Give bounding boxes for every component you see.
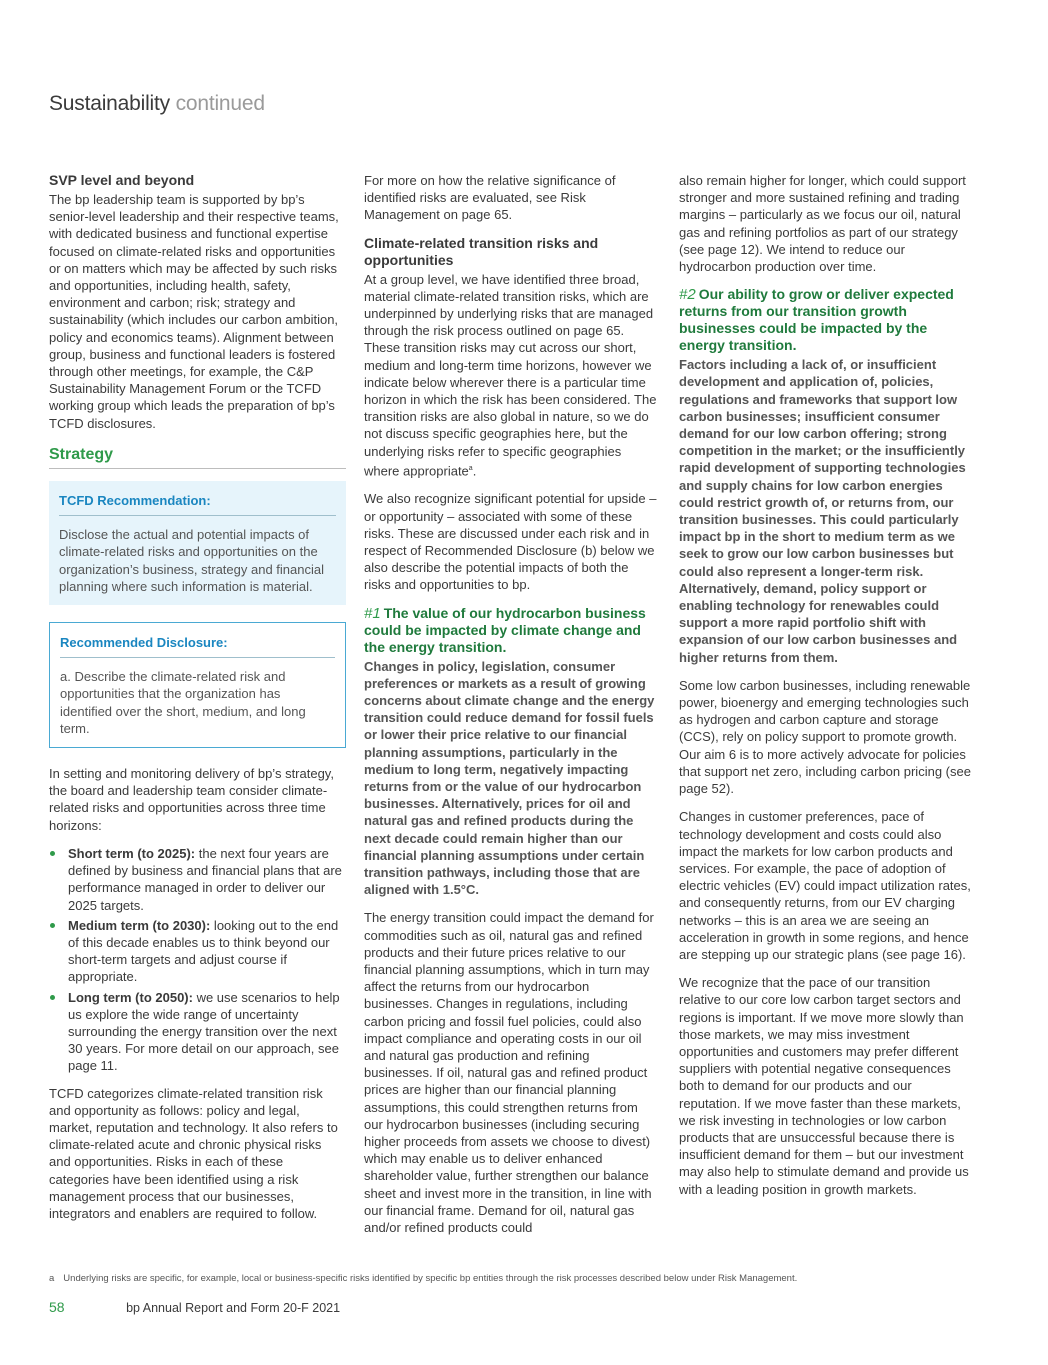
risk-1-number: #1 <box>364 604 381 622</box>
low-carbon-policy-paragraph: Some low carbon businesses, including renewable power, bioenergy and emerging technologies such as hydrogen and carbon capture and storage (CCS), rely on policy support to promote growth. Our aim 6 is to more actively advocate for policies that support net zero, including carbon pricing (see page 52). <box>679 677 971 797</box>
list-item <box>49 917 346 986</box>
time-horizons-list <box>49 845 346 1075</box>
transition-risks-body: At a group level, we have identified three broad, material climate-related transition risks, which are underpinned by underlying risks that are managed through the risk process outlined on page 65. These transition risks may cut across our short, medium and long-term time horizons, however we indicate below wherever there is a particular time horizon in which the risk has been considered. The transition risks are also global in nature, so we do not discuss specific geographies here, but the underlying risks refer to specific geographies where appropriate$^a$. <box>364 271 657 479</box>
transition-risks-heading: Climate-related transition risks and opportunities <box>364 234 599 268</box>
strategy-heading: Strategy <box>49 446 346 469</box>
risk-2-lead: Factors including a lack of, or insufficient development and application of, policies, regulations and frameworks that support low carbon businesses; insufficient consumer demand for our low carbon offering; strong competition in the market; or the insufficiently rapid development of supporting technologies and supply chains for low carbon energies could restrict growth of, or returns from, our transition businesses. This could particularly impact bp in the short to medium term as we seek to grow our low carbon businesses but could also represent a longer-term risk. Alternatively, demand, policy support or enabling technology for renewables could support a more rapid portfolio shift with expansion of our low carbon businesses and higher returns from them. <box>679 357 966 665</box>
list-item <box>49 845 346 914</box>
column-right <box>679 172 975 1209</box>
svp-heading: SVP level and beyond <box>49 172 195 188</box>
tcfd-categories-paragraph: TCFD categorizes climate-related transition risk and opportunity as follows: policy and legal, market, reputation and technology. It also refers to climate-related acute and chronic physical risks and opportunities. Risks in each of these categories have been identified using a risk management process that our businesses, integrators and enablers are required to follow. <box>49 1085 338 1221</box>
recommended-disclosure-body: a. Describe the climate-related risk and opportunities that the organization has identified over the short, medium, and long term. <box>60 669 306 736</box>
tcfd-recommendation-title: TCFD Recommendation: <box>59 492 336 516</box>
risk-1-lead: Changes in policy, legislation, consumer preferences or markets as a result of growing concerns about climate change and the energy transition could reduce demand for fossil fuels or lower their price relative to our financial planning assumptions, particularly in the medium to long term, negatively impacting returns from or the value of our hydrocarbon businesses. Alternatively, prices for oil and natural gas and refined products during the next decade could remain higher than our financial planning assumptions under certain transition pathways, including those that are aligned with 1.5°C. <box>364 658 655 898</box>
upside-paragraph: We also recognize significant potential for upside – or opportunity – associated with some of these risks. These are discussed under each risk and in respect of Recommended Disclosure (b) below we also describe the potential impacts of both the risks and opportunities to bp. <box>364 491 657 593</box>
page-title: Sustainability <box>49 92 170 115</box>
column-left <box>49 172 346 1233</box>
risk-2-number: #2 <box>679 286 696 304</box>
tcfd-recommendation-box <box>49 481 346 605</box>
risk-2-title: Our ability to grow or deliver expected returns from our transition growth businesses could be impacted by the energy transition. <box>679 286 954 354</box>
risk-1-continued: also remain higher for longer, which could support stronger and more sustained refining and trading margins – particularly as we focus our oil, natural gas and refining portfolios as part of our strategy (see page 12). We intend to reduce our hydrocarbon production over time. <box>679 173 966 275</box>
svp-body: The bp leadership team is supported by bp’s senior-level leadership and their respective teams, with dedicated business and functional expertise focused on climate-related risks and opportunities or on matters which may be affected by such risks and opportunities, including health, safety, environment and carbon; risk; strategy and sustainability (which includes our carbon ambition, policy and economics teams). Alignment between group, business and functional leaders is fostered through other meetings, for example, the C&P Sustainability Management Forum or the TCFD working group which leads the preparation of bp’s TCFD disclosures. <box>49 192 339 431</box>
transition-pace-paragraph: We recognize that the pace of our transition relative to our core low carbon target sectors and regions is important. If we move more slowly than those markets, we may miss investment opportunities and customers may prefer different suppliers with potential negative consequences both to demand for our products and our reputation. If we move faster than these markets, we risk investing in technologies or low carbon products that are unsuccessful because there is insufficient demand for them – but our investment may also help to stimulate demand and provide us with a leading position in growth markets. <box>679 975 969 1197</box>
risk-1-title: The value of our hydrocarbon business could be impacted by climate change and the energy transition. <box>364 604 646 655</box>
page-number: 58 <box>49 1299 65 1315</box>
customer-preferences-paragraph: Changes in customer preferences, pace of technology development and costs could also impact the markets for low carbon products and services. For example, the pace of adoption of electric vehicles (EV) could impact utilization rates, and consequently returns, from our EV charging networks – this is an area we are seeing an acceleration in growth in some regions, and hence are stepping up our strategic plans (see page 16). <box>679 809 971 962</box>
bullet-text: we use scenarios to help us explore the wide range of uncertainty surrounding the energy transition over the next 30 years. For more detail on our approach, see page 11. <box>68 989 340 1074</box>
bullet-text: looking out to the end of this decade enables us to think beyond our short-term targets and adjust course if appropriate. <box>68 917 339 985</box>
list-item <box>49 989 346 1075</box>
footnote-mark: a <box>49 1273 55 1284</box>
risk-1-body: The energy transition could impact the demand for commodities such as oil, natural gas and refined products and their future prices relative to our financial planning assumptions, which in turn may affect the returns from our hydrocarbon businesses. Changes in regulations, including carbon pricing and fossil fuel policies, could also impact compliance and operating costs in our oil and natural gas production and refining businesses. If oil, natural gas and refined product prices are higher than our financial planning assumptions, this could strengthen returns from our hydrocarbon businesses (including securing higher proceeds from assets we choose to divest) which may enable us to deliver enhanced shareholder value, further strengthen our balance sheet and invest more in the transition, in line with our financial frame. Demand for oil, natural gas and/or refined products could <box>364 910 654 1236</box>
page-header <box>49 92 265 116</box>
page-title-continued: continued <box>175 92 265 115</box>
tcfd-recommendation-body: Disclose the actual and potential impacts of climate-related risks and opportunities on the organization’s business, strategy and financial planning where such information is material. <box>59 527 324 594</box>
time-horizons-intro: In setting and monitoring delivery of bp’s strategy, the board and leadership team consider climate-related risks and opportunities across three time horizons: <box>49 766 334 833</box>
footnote-marker: a <box>468 464 473 472</box>
bullet-term: Long term (to 2050): <box>68 989 193 1005</box>
bullet-text: the next four years are defined by business and financial plans that are performance managed in order to deliver our 2025 targets. <box>68 845 342 913</box>
recommended-disclosure-title: Recommended Disclosure: <box>60 634 335 658</box>
page-footer <box>49 1299 340 1315</box>
bullet-term: Short term (to 2025): <box>68 845 196 861</box>
risk-management-reference: For more on how the relative significance of identified risks are evaluated, see Risk Management on page 65. <box>364 173 616 223</box>
report-title: bp Annual Report and Form 20-F 2021 <box>126 1301 341 1315</box>
footnote-text: Underlying risks are specific, for example, local or business-specific risks identified by specific bp entities through the risk processes described below under Risk Management. <box>63 1273 798 1284</box>
recommended-disclosure-box <box>49 622 346 748</box>
risk-2-heading <box>679 286 975 354</box>
footnote <box>49 1273 999 1284</box>
column-middle <box>364 172 658 1247</box>
risk-1-heading <box>364 605 658 656</box>
bullet-term: Medium term (to 2030): <box>68 917 211 933</box>
